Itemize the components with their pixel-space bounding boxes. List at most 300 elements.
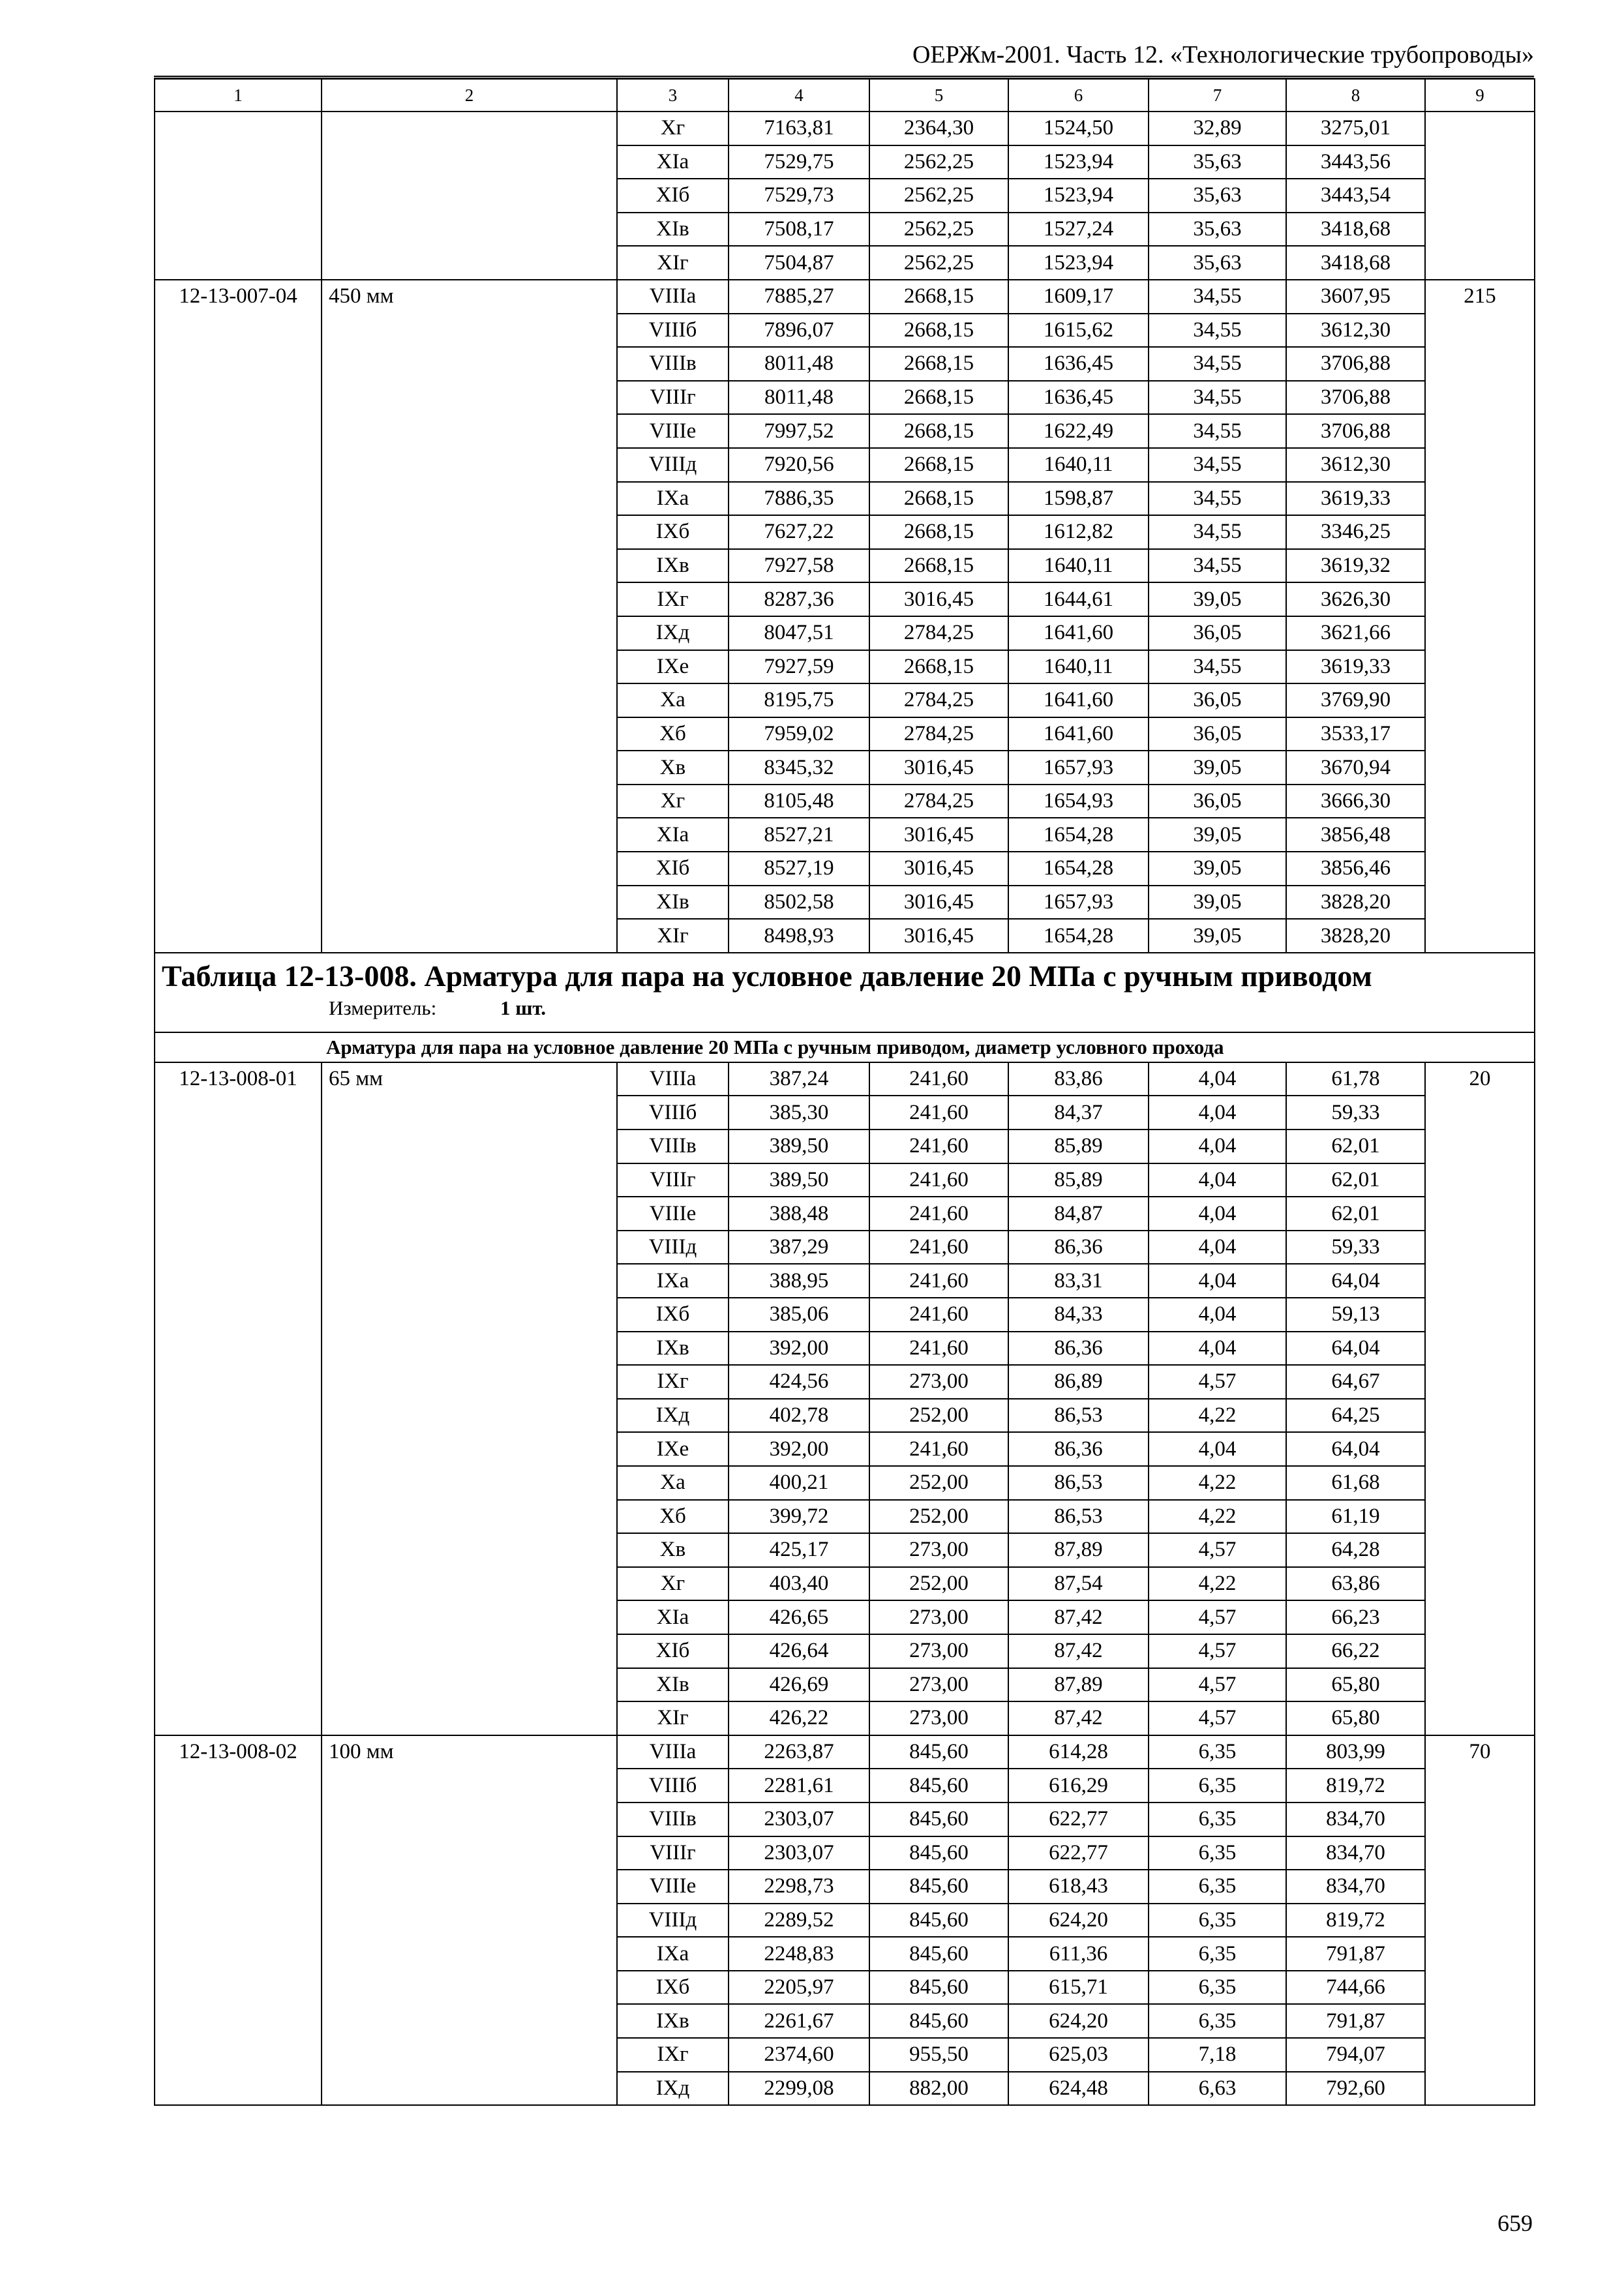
zone-cell: XIв bbox=[617, 1668, 729, 1702]
value-cell: 2668,15 bbox=[869, 515, 1008, 549]
value-cell: 6,35 bbox=[1149, 1971, 1286, 2005]
zone-cell: VIIIе bbox=[617, 1197, 729, 1231]
value-cell: 1641,60 bbox=[1008, 616, 1149, 650]
value-cell: 3016,45 bbox=[869, 582, 1008, 616]
value-cell: 7508,17 bbox=[729, 213, 869, 247]
value-cell: 3619,33 bbox=[1286, 650, 1425, 684]
column-number: 7 bbox=[1149, 79, 1286, 112]
value-cell: 882,00 bbox=[869, 2072, 1008, 2106]
zone-cell: VIIIб bbox=[617, 1096, 729, 1130]
value-cell: 6,35 bbox=[1149, 1836, 1286, 1870]
value-cell: 400,21 bbox=[729, 1466, 869, 1500]
value-cell: 426,69 bbox=[729, 1668, 869, 1702]
value-cell: 1641,60 bbox=[1008, 683, 1149, 717]
table-row bbox=[155, 1735, 1535, 1769]
value-cell: 424,56 bbox=[729, 1365, 869, 1399]
value-cell: 845,60 bbox=[869, 1735, 1008, 1769]
zone-cell: VIIIе bbox=[617, 1870, 729, 1904]
value-cell: 3443,54 bbox=[1286, 179, 1425, 213]
value-cell: 87,89 bbox=[1008, 1533, 1149, 1567]
zone-cell: VIIIг bbox=[617, 1163, 729, 1197]
value-cell: 4,04 bbox=[1149, 1332, 1286, 1366]
value-cell: 3612,30 bbox=[1286, 314, 1425, 348]
column-number: 4 bbox=[729, 79, 869, 112]
value-cell: 392,00 bbox=[729, 1432, 869, 1466]
zone-cell: IXе bbox=[617, 1432, 729, 1466]
zone-cell: IXб bbox=[617, 1971, 729, 2005]
zone-cell: VIIIа bbox=[617, 1062, 729, 1096]
value-cell: 385,30 bbox=[729, 1096, 869, 1130]
item-code-cell bbox=[155, 112, 322, 280]
value-cell: 3418,68 bbox=[1286, 213, 1425, 247]
zone-cell: XIг bbox=[617, 919, 729, 953]
value-cell: 1640,11 bbox=[1008, 549, 1149, 583]
value-cell: 3856,48 bbox=[1286, 818, 1425, 852]
value-cell: 85,89 bbox=[1008, 1130, 1149, 1163]
value-cell: 1523,94 bbox=[1008, 179, 1149, 213]
value-cell: 3619,33 bbox=[1286, 482, 1425, 516]
value-cell: 64,04 bbox=[1286, 1332, 1425, 1366]
value-cell: 241,60 bbox=[869, 1163, 1008, 1197]
value-cell: 3016,45 bbox=[869, 751, 1008, 785]
table-caption-cell bbox=[155, 953, 1535, 1032]
value-cell: 2668,15 bbox=[869, 549, 1008, 583]
value-cell: 819,72 bbox=[1286, 1904, 1425, 1937]
value-cell: 1527,24 bbox=[1008, 213, 1149, 247]
item-size-cell: 65 мм bbox=[322, 1062, 617, 1735]
value-cell: 392,00 bbox=[729, 1332, 869, 1366]
zone-cell: XIа bbox=[617, 1600, 729, 1634]
value-cell: 845,60 bbox=[869, 1971, 1008, 2005]
value-cell: 7885,27 bbox=[729, 280, 869, 314]
zone-cell: IXб bbox=[617, 515, 729, 549]
value-cell: 3626,30 bbox=[1286, 582, 1425, 616]
value-cell: 3016,45 bbox=[869, 852, 1008, 886]
value-cell: 618,43 bbox=[1008, 1870, 1149, 1904]
zone-cell: VIIIе bbox=[617, 414, 729, 448]
value-cell: 3418,68 bbox=[1286, 246, 1425, 280]
zone-cell: XIг bbox=[617, 246, 729, 280]
value-cell: 6,35 bbox=[1149, 1870, 1286, 1904]
value-cell: 64,67 bbox=[1286, 1365, 1425, 1399]
value-cell: 87,89 bbox=[1008, 1668, 1149, 1702]
value-cell: 66,23 bbox=[1286, 1600, 1425, 1634]
value-cell: 87,42 bbox=[1008, 1701, 1149, 1735]
value-cell: 85,89 bbox=[1008, 1163, 1149, 1197]
value-cell: 1598,87 bbox=[1008, 482, 1149, 516]
value-cell: 4,57 bbox=[1149, 1533, 1286, 1567]
value-cell: 7529,73 bbox=[729, 179, 869, 213]
table-body-part1 bbox=[155, 79, 1535, 953]
value-cell: 3016,45 bbox=[869, 919, 1008, 953]
value-cell: 1654,28 bbox=[1008, 818, 1149, 852]
zone-cell: VIIIд bbox=[617, 1904, 729, 1937]
value-cell: 64,28 bbox=[1286, 1533, 1425, 1567]
value-cell: 241,60 bbox=[869, 1231, 1008, 1264]
value-cell: 86,53 bbox=[1008, 1466, 1149, 1500]
price-table bbox=[154, 78, 1535, 2106]
value-cell: 834,70 bbox=[1286, 1870, 1425, 1904]
value-cell: 622,77 bbox=[1008, 1803, 1149, 1836]
value-cell: 36,05 bbox=[1149, 785, 1286, 818]
value-cell: 59,33 bbox=[1286, 1096, 1425, 1130]
value-cell: 2281,61 bbox=[729, 1769, 869, 1803]
value-cell: 2668,15 bbox=[869, 414, 1008, 448]
value-cell: 834,70 bbox=[1286, 1836, 1425, 1870]
page-number: 659 bbox=[1497, 2210, 1533, 2236]
value-cell: 61,19 bbox=[1286, 1500, 1425, 1534]
measure-value: 1 шт. bbox=[500, 996, 547, 1019]
value-cell: 1609,17 bbox=[1008, 280, 1149, 314]
value-cell: 36,05 bbox=[1149, 683, 1286, 717]
value-cell: 36,05 bbox=[1149, 616, 1286, 650]
value-cell: 845,60 bbox=[869, 1836, 1008, 1870]
value-cell: 34,55 bbox=[1149, 347, 1286, 381]
value-cell: 6,35 bbox=[1149, 1735, 1286, 1769]
value-cell: 1654,28 bbox=[1008, 852, 1149, 886]
value-cell: 3856,46 bbox=[1286, 852, 1425, 886]
value-cell: 7163,81 bbox=[729, 112, 869, 145]
value-cell: 426,22 bbox=[729, 1701, 869, 1735]
value-cell: 819,72 bbox=[1286, 1769, 1425, 1803]
value-cell: 241,60 bbox=[869, 1298, 1008, 1332]
count-cell bbox=[1425, 112, 1535, 280]
zone-cell: IXв bbox=[617, 2004, 729, 2038]
value-cell: 241,60 bbox=[869, 1264, 1008, 1298]
column-number: 6 bbox=[1008, 79, 1149, 112]
zone-cell: IXв bbox=[617, 1332, 729, 1366]
value-cell: 7896,07 bbox=[729, 314, 869, 348]
value-cell: 86,53 bbox=[1008, 1399, 1149, 1433]
value-cell: 387,24 bbox=[729, 1062, 869, 1096]
value-cell: 7927,58 bbox=[729, 549, 869, 583]
value-cell: 34,55 bbox=[1149, 448, 1286, 482]
value-cell: 2374,60 bbox=[729, 2038, 869, 2072]
value-cell: 791,87 bbox=[1286, 2004, 1425, 2038]
value-cell: 2784,25 bbox=[869, 785, 1008, 818]
value-cell: 1644,61 bbox=[1008, 582, 1149, 616]
value-cell: 3769,90 bbox=[1286, 683, 1425, 717]
value-cell: 62,01 bbox=[1286, 1163, 1425, 1197]
value-cell: 614,28 bbox=[1008, 1735, 1149, 1769]
value-cell: 8502,58 bbox=[729, 886, 869, 920]
value-cell: 252,00 bbox=[869, 1500, 1008, 1534]
value-cell: 252,00 bbox=[869, 1466, 1008, 1500]
value-cell: 2784,25 bbox=[869, 683, 1008, 717]
value-cell: 3706,88 bbox=[1286, 347, 1425, 381]
value-cell: 34,55 bbox=[1149, 314, 1286, 348]
value-cell: 1657,93 bbox=[1008, 886, 1149, 920]
value-cell: 744,66 bbox=[1286, 1971, 1425, 2005]
value-cell: 32,89 bbox=[1149, 112, 1286, 145]
value-cell: 4,04 bbox=[1149, 1432, 1286, 1466]
item-size-cell bbox=[322, 112, 617, 280]
value-cell: 4,57 bbox=[1149, 1600, 1286, 1634]
table-subtitle: Арматура для пара на условное давление 20 МПа с ручным приводом, диаметр условного прохода bbox=[155, 1032, 1535, 1062]
zone-cell: XIв bbox=[617, 213, 729, 247]
value-cell: 39,05 bbox=[1149, 919, 1286, 953]
value-cell: 3607,95 bbox=[1286, 280, 1425, 314]
value-cell: 2248,83 bbox=[729, 1937, 869, 1971]
value-cell: 8047,51 bbox=[729, 616, 869, 650]
value-cell: 388,48 bbox=[729, 1197, 869, 1231]
zone-cell: IXб bbox=[617, 1298, 729, 1332]
zone-cell: VIIIг bbox=[617, 1836, 729, 1870]
value-cell: 34,55 bbox=[1149, 280, 1286, 314]
value-cell: 3666,30 bbox=[1286, 785, 1425, 818]
value-cell: 1524,50 bbox=[1008, 112, 1149, 145]
value-cell: 3828,20 bbox=[1286, 919, 1425, 953]
value-cell: 252,00 bbox=[869, 1567, 1008, 1601]
zone-cell: IXа bbox=[617, 1937, 729, 1971]
value-cell: 8105,48 bbox=[729, 785, 869, 818]
zone-cell: IXа bbox=[617, 1264, 729, 1298]
value-cell: 3612,30 bbox=[1286, 448, 1425, 482]
value-cell: 1615,62 bbox=[1008, 314, 1149, 348]
value-cell: 1641,60 bbox=[1008, 717, 1149, 751]
value-cell: 241,60 bbox=[869, 1432, 1008, 1466]
zone-cell: Xг bbox=[617, 785, 729, 818]
value-cell: 7920,56 bbox=[729, 448, 869, 482]
value-cell: 6,35 bbox=[1149, 1937, 1286, 1971]
value-cell: 622,77 bbox=[1008, 1836, 1149, 1870]
value-cell: 3016,45 bbox=[869, 818, 1008, 852]
value-cell: 59,33 bbox=[1286, 1231, 1425, 1264]
zone-cell: Xг bbox=[617, 1567, 729, 1601]
column-number: 3 bbox=[617, 79, 729, 112]
value-cell: 61,68 bbox=[1286, 1466, 1425, 1500]
value-cell: 2668,15 bbox=[869, 381, 1008, 415]
value-cell: 34,55 bbox=[1149, 381, 1286, 415]
value-cell: 2303,07 bbox=[729, 1836, 869, 1870]
value-cell: 1654,28 bbox=[1008, 919, 1149, 953]
value-cell: 2562,25 bbox=[869, 179, 1008, 213]
value-cell: 4,22 bbox=[1149, 1466, 1286, 1500]
value-cell: 65,80 bbox=[1286, 1701, 1425, 1735]
value-cell: 35,63 bbox=[1149, 179, 1286, 213]
zone-cell: Xб bbox=[617, 1500, 729, 1534]
value-cell: 84,87 bbox=[1008, 1197, 1149, 1231]
value-cell: 794,07 bbox=[1286, 2038, 1425, 2072]
value-cell: 8195,75 bbox=[729, 683, 869, 717]
value-cell: 2668,15 bbox=[869, 482, 1008, 516]
value-cell: 35,63 bbox=[1149, 145, 1286, 179]
value-cell: 34,55 bbox=[1149, 650, 1286, 684]
value-cell: 2668,15 bbox=[869, 280, 1008, 314]
value-cell: 955,50 bbox=[869, 2038, 1008, 2072]
value-cell: 4,22 bbox=[1149, 1567, 1286, 1601]
value-cell: 6,35 bbox=[1149, 1803, 1286, 1836]
value-cell: 8527,21 bbox=[729, 818, 869, 852]
zone-cell: IXг bbox=[617, 2038, 729, 2072]
table-row bbox=[155, 1062, 1535, 1096]
value-cell: 845,60 bbox=[869, 1904, 1008, 1937]
value-cell: 1523,94 bbox=[1008, 145, 1149, 179]
value-cell: 8498,93 bbox=[729, 919, 869, 953]
value-cell: 8345,32 bbox=[729, 751, 869, 785]
value-cell: 8011,48 bbox=[729, 347, 869, 381]
value-cell: 3706,88 bbox=[1286, 381, 1425, 415]
value-cell: 64,04 bbox=[1286, 1264, 1425, 1298]
value-cell: 4,57 bbox=[1149, 1365, 1286, 1399]
value-cell: 6,35 bbox=[1149, 1904, 1286, 1937]
value-cell: 87,42 bbox=[1008, 1600, 1149, 1634]
value-cell: 625,03 bbox=[1008, 2038, 1149, 2072]
value-cell: 2668,15 bbox=[869, 347, 1008, 381]
value-cell: 241,60 bbox=[869, 1130, 1008, 1163]
zone-cell: VIIIв bbox=[617, 1130, 729, 1163]
value-cell: 1636,45 bbox=[1008, 347, 1149, 381]
value-cell: 87,54 bbox=[1008, 1567, 1149, 1601]
value-cell: 2303,07 bbox=[729, 1803, 869, 1836]
value-cell: 4,57 bbox=[1149, 1634, 1286, 1668]
value-cell: 2205,97 bbox=[729, 1971, 869, 2005]
count-cell: 215 bbox=[1425, 280, 1535, 953]
zone-cell: XIб bbox=[617, 1634, 729, 1668]
value-cell: 8527,19 bbox=[729, 852, 869, 886]
value-cell: 624,20 bbox=[1008, 1904, 1149, 1937]
value-cell: 273,00 bbox=[869, 1701, 1008, 1735]
value-cell: 62,01 bbox=[1286, 1197, 1425, 1231]
value-cell: 34,55 bbox=[1149, 549, 1286, 583]
value-cell: 34,55 bbox=[1149, 515, 1286, 549]
value-cell: 616,29 bbox=[1008, 1769, 1149, 1803]
value-cell: 7529,75 bbox=[729, 145, 869, 179]
value-cell: 86,89 bbox=[1008, 1365, 1149, 1399]
value-cell: 39,05 bbox=[1149, 852, 1286, 886]
value-cell: 86,53 bbox=[1008, 1500, 1149, 1534]
value-cell: 2562,25 bbox=[869, 246, 1008, 280]
value-cell: 64,04 bbox=[1286, 1432, 1425, 1466]
value-cell: 61,78 bbox=[1286, 1062, 1425, 1096]
value-cell: 6,63 bbox=[1149, 2072, 1286, 2106]
value-cell: 7927,59 bbox=[729, 650, 869, 684]
value-cell: 273,00 bbox=[869, 1365, 1008, 1399]
value-cell: 4,04 bbox=[1149, 1197, 1286, 1231]
value-cell: 86,36 bbox=[1008, 1432, 1149, 1466]
value-cell: 2298,73 bbox=[729, 1870, 869, 1904]
value-cell: 4,04 bbox=[1149, 1231, 1286, 1264]
value-cell: 6,35 bbox=[1149, 2004, 1286, 2038]
column-number: 9 bbox=[1425, 79, 1535, 112]
value-cell: 402,78 bbox=[729, 1399, 869, 1433]
value-cell: 4,04 bbox=[1149, 1298, 1286, 1332]
value-cell: 39,05 bbox=[1149, 751, 1286, 785]
value-cell: 2261,67 bbox=[729, 2004, 869, 2038]
value-cell: 241,60 bbox=[869, 1197, 1008, 1231]
zone-cell: IXд bbox=[617, 1399, 729, 1433]
table-row bbox=[155, 280, 1535, 314]
zone-cell: Xб bbox=[617, 717, 729, 751]
value-cell: 611,36 bbox=[1008, 1937, 1149, 1971]
value-cell: 399,72 bbox=[729, 1500, 869, 1534]
value-cell: 1622,49 bbox=[1008, 414, 1149, 448]
value-cell: 63,86 bbox=[1286, 1567, 1425, 1601]
column-number: 1 bbox=[155, 79, 322, 112]
value-cell: 7504,87 bbox=[729, 246, 869, 280]
value-cell: 4,04 bbox=[1149, 1130, 1286, 1163]
zone-cell: IXг bbox=[617, 1365, 729, 1399]
value-cell: 7627,22 bbox=[729, 515, 869, 549]
value-cell: 241,60 bbox=[869, 1062, 1008, 1096]
zone-cell: VIIIд bbox=[617, 1231, 729, 1264]
value-cell: 845,60 bbox=[869, 1937, 1008, 1971]
value-cell: 59,13 bbox=[1286, 1298, 1425, 1332]
count-cell: 20 bbox=[1425, 1062, 1535, 1735]
zone-cell: IXд bbox=[617, 2072, 729, 2106]
value-cell: 3621,66 bbox=[1286, 616, 1425, 650]
item-size-cell: 100 мм bbox=[322, 1735, 617, 2106]
value-cell: 241,60 bbox=[869, 1332, 1008, 1366]
value-cell: 426,65 bbox=[729, 1600, 869, 1634]
zone-cell: IXв bbox=[617, 549, 729, 583]
value-cell: 35,63 bbox=[1149, 213, 1286, 247]
value-cell: 83,31 bbox=[1008, 1264, 1149, 1298]
zone-cell: XIа bbox=[617, 145, 729, 179]
value-cell: 39,05 bbox=[1149, 818, 1286, 852]
item-code-cell: 12-13-008-02 bbox=[155, 1735, 322, 2106]
zone-cell: VIIIа bbox=[617, 1735, 729, 1769]
value-cell: 273,00 bbox=[869, 1533, 1008, 1567]
value-cell: 3706,88 bbox=[1286, 414, 1425, 448]
zone-cell: VIIIб bbox=[617, 1769, 729, 1803]
value-cell: 4,04 bbox=[1149, 1163, 1286, 1197]
zone-cell: Xв bbox=[617, 1533, 729, 1567]
zone-cell: VIIIв bbox=[617, 347, 729, 381]
value-cell: 34,55 bbox=[1149, 414, 1286, 448]
zone-cell: VIIIг bbox=[617, 381, 729, 415]
value-cell: 7997,52 bbox=[729, 414, 869, 448]
zone-cell: XIг bbox=[617, 1701, 729, 1735]
zone-cell: IXа bbox=[617, 482, 729, 516]
value-cell: 3670,94 bbox=[1286, 751, 1425, 785]
value-cell: 3828,20 bbox=[1286, 886, 1425, 920]
value-cell: 2289,52 bbox=[729, 1904, 869, 1937]
value-cell: 83,86 bbox=[1008, 1062, 1149, 1096]
value-cell: 3346,25 bbox=[1286, 515, 1425, 549]
value-cell: 39,05 bbox=[1149, 886, 1286, 920]
value-cell: 615,71 bbox=[1008, 1971, 1149, 2005]
value-cell: 389,50 bbox=[729, 1163, 869, 1197]
table-row bbox=[155, 112, 1535, 145]
value-cell: 34,55 bbox=[1149, 482, 1286, 516]
value-cell: 7,18 bbox=[1149, 2038, 1286, 2072]
value-cell: 4,22 bbox=[1149, 1399, 1286, 1433]
value-cell: 1640,11 bbox=[1008, 650, 1149, 684]
value-cell: 388,95 bbox=[729, 1264, 869, 1298]
value-cell: 834,70 bbox=[1286, 1803, 1425, 1836]
value-cell: 2668,15 bbox=[869, 314, 1008, 348]
value-cell: 4,04 bbox=[1149, 1096, 1286, 1130]
zone-cell: XIб bbox=[617, 852, 729, 886]
value-cell: 845,60 bbox=[869, 1870, 1008, 1904]
value-cell: 6,35 bbox=[1149, 1769, 1286, 1803]
value-cell: 2784,25 bbox=[869, 717, 1008, 751]
zone-cell: Xв bbox=[617, 751, 729, 785]
zone-cell: XIв bbox=[617, 886, 729, 920]
table-body-part2 bbox=[155, 1062, 1535, 2105]
value-cell: 241,60 bbox=[869, 1096, 1008, 1130]
zone-cell: XIб bbox=[617, 179, 729, 213]
value-cell: 3533,17 bbox=[1286, 717, 1425, 751]
value-cell: 2562,25 bbox=[869, 213, 1008, 247]
value-cell: 4,22 bbox=[1149, 1500, 1286, 1534]
value-cell: 387,29 bbox=[729, 1231, 869, 1264]
value-cell: 426,64 bbox=[729, 1634, 869, 1668]
value-cell: 8287,36 bbox=[729, 582, 869, 616]
value-cell: 4,57 bbox=[1149, 1701, 1286, 1735]
value-cell: 84,33 bbox=[1008, 1298, 1149, 1332]
